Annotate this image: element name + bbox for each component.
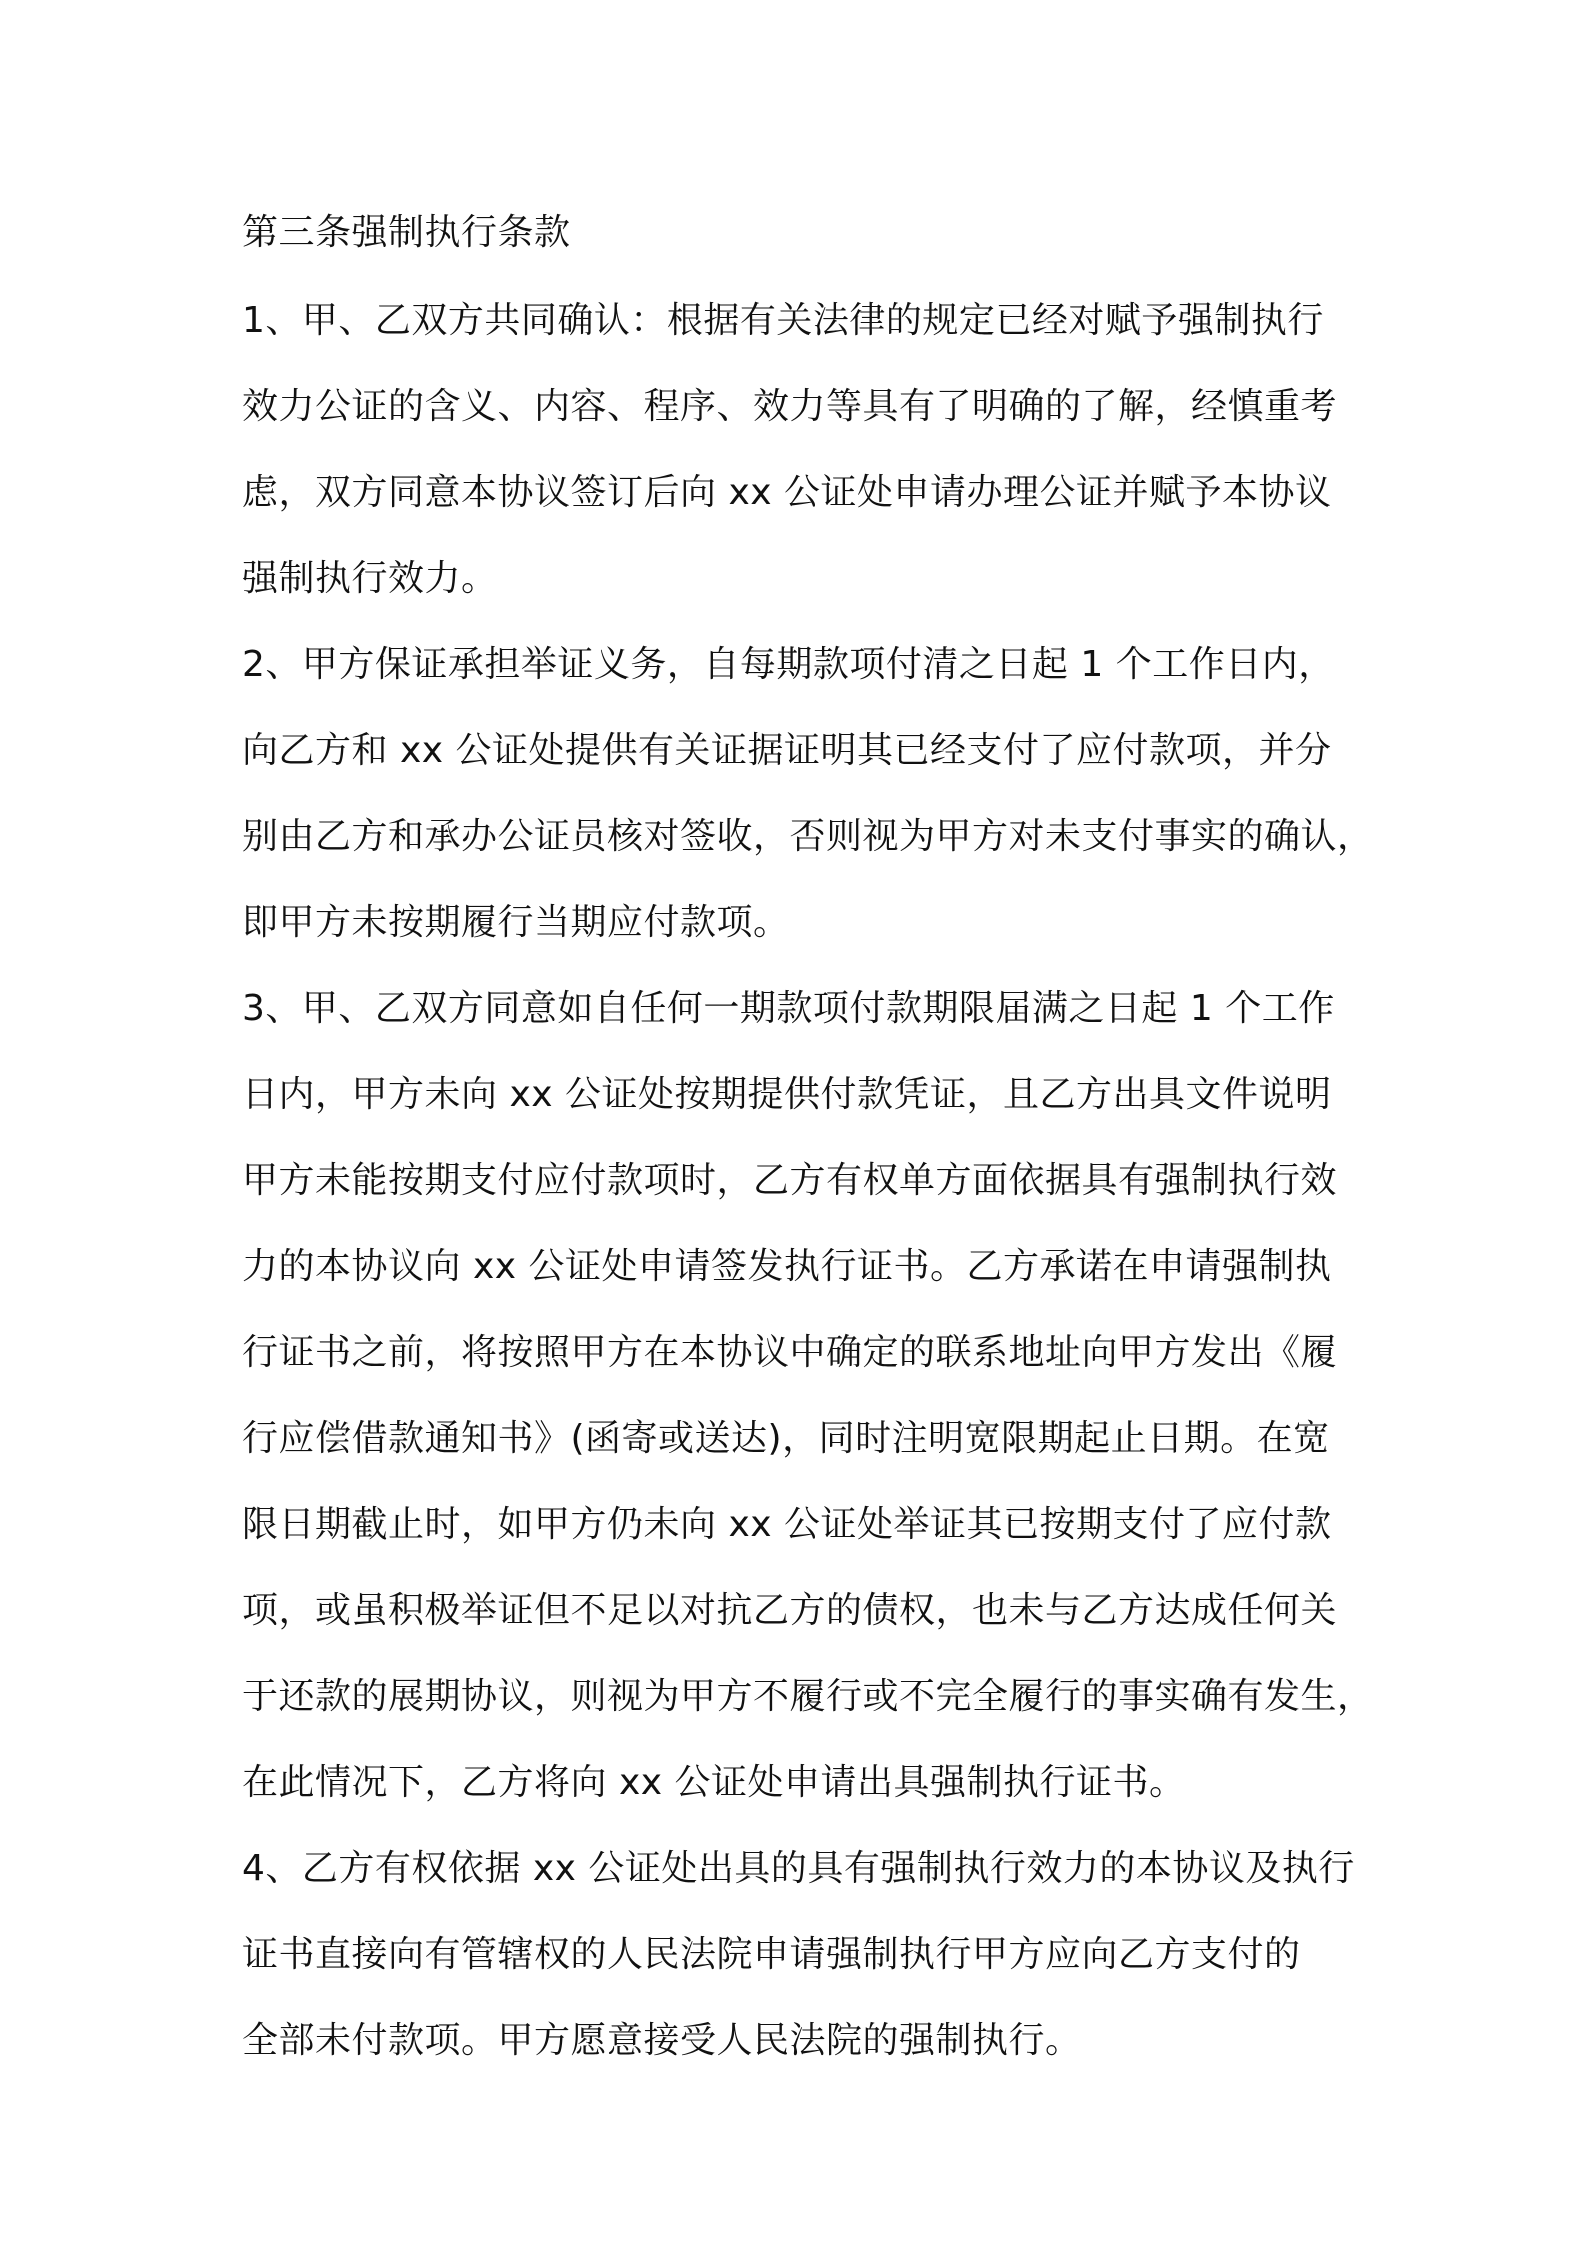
body-line: 行证书之前，将按照甲方在本协议中确定的联系地址向甲方发出《履 — [242, 1332, 1338, 1373]
body-line: 甲方未能按期支付应付款项时，乙方有权单方面依据具有强制执行效 — [242, 1160, 1338, 1201]
body-line: 1、甲、乙双方共同确认：根据有关法律的规定已经对赋予强制执行 — [242, 300, 1324, 341]
body-line: 日内，甲方未向 xx 公证处按期提供付款凭证，且乙方出具文件说明 — [242, 1074, 1332, 1115]
body-line: 4、乙方有权依据 xx 公证处出具的具有强制执行效力的本协议及执行 — [242, 1848, 1355, 1889]
body-line: 全部未付款项。甲方愿意接受人民法院的强制执行。 — [242, 2020, 1082, 2061]
body-line: 限日期截止时，如甲方仍未向 xx 公证处举证其已按期支付了应付款 — [242, 1504, 1332, 1545]
body-line: 别由乙方和承办公证员核对签收，否则视为甲方对未支付事实的确认， — [242, 816, 1374, 857]
body-line: 虑，双方同意本协议签订后向 xx 公证处申请办理公证并赋予本协议 — [242, 472, 1332, 513]
body-line: 2、甲方保证承担举证义务，自每期款项付清之日起 1 个工作日内， — [242, 644, 1335, 685]
body-line: 向乙方和 xx 公证处提供有关证据证明其已经支付了应付款项，并分 — [242, 730, 1332, 771]
body-line: 行应偿借款通知书》(函寄或送达)，同时注明宽限期起止日期。在宽 — [242, 1418, 1330, 1459]
section-heading: 第三条强制执行条款 — [242, 212, 571, 253]
body-line: 在此情况下，乙方将向 xx 公证处申请出具强制执行证书。 — [242, 1762, 1186, 1803]
document-body — [242, 190, 1374, 2084]
body-line: 力的本协议向 xx 公证处申请签发执行证书。乙方承诺在申请强制执 — [242, 1246, 1332, 1287]
body-line: 证书直接向有管辖权的人民法院申请强制执行甲方应向乙方支付的 — [242, 1934, 1301, 1975]
body-line: 于还款的展期协议，则视为甲方不履行或不完全履行的事实确有发生， — [242, 1676, 1374, 1717]
body-line: 项，或虽积极举证但不足以对抗乙方的债权，也未与乙方达成任何关 — [242, 1590, 1338, 1631]
body-line: 3、甲、乙双方同意如自任何一期款项付款期限届满之日起 1 个工作 — [242, 988, 1335, 1029]
body-line: 强制执行效力。 — [242, 558, 498, 599]
body-line: 效力公证的含义、内容、程序、效力等具有了明确的了解，经慎重考 — [242, 386, 1338, 427]
body-line: 即甲方未按期履行当期应付款项。 — [242, 902, 790, 943]
